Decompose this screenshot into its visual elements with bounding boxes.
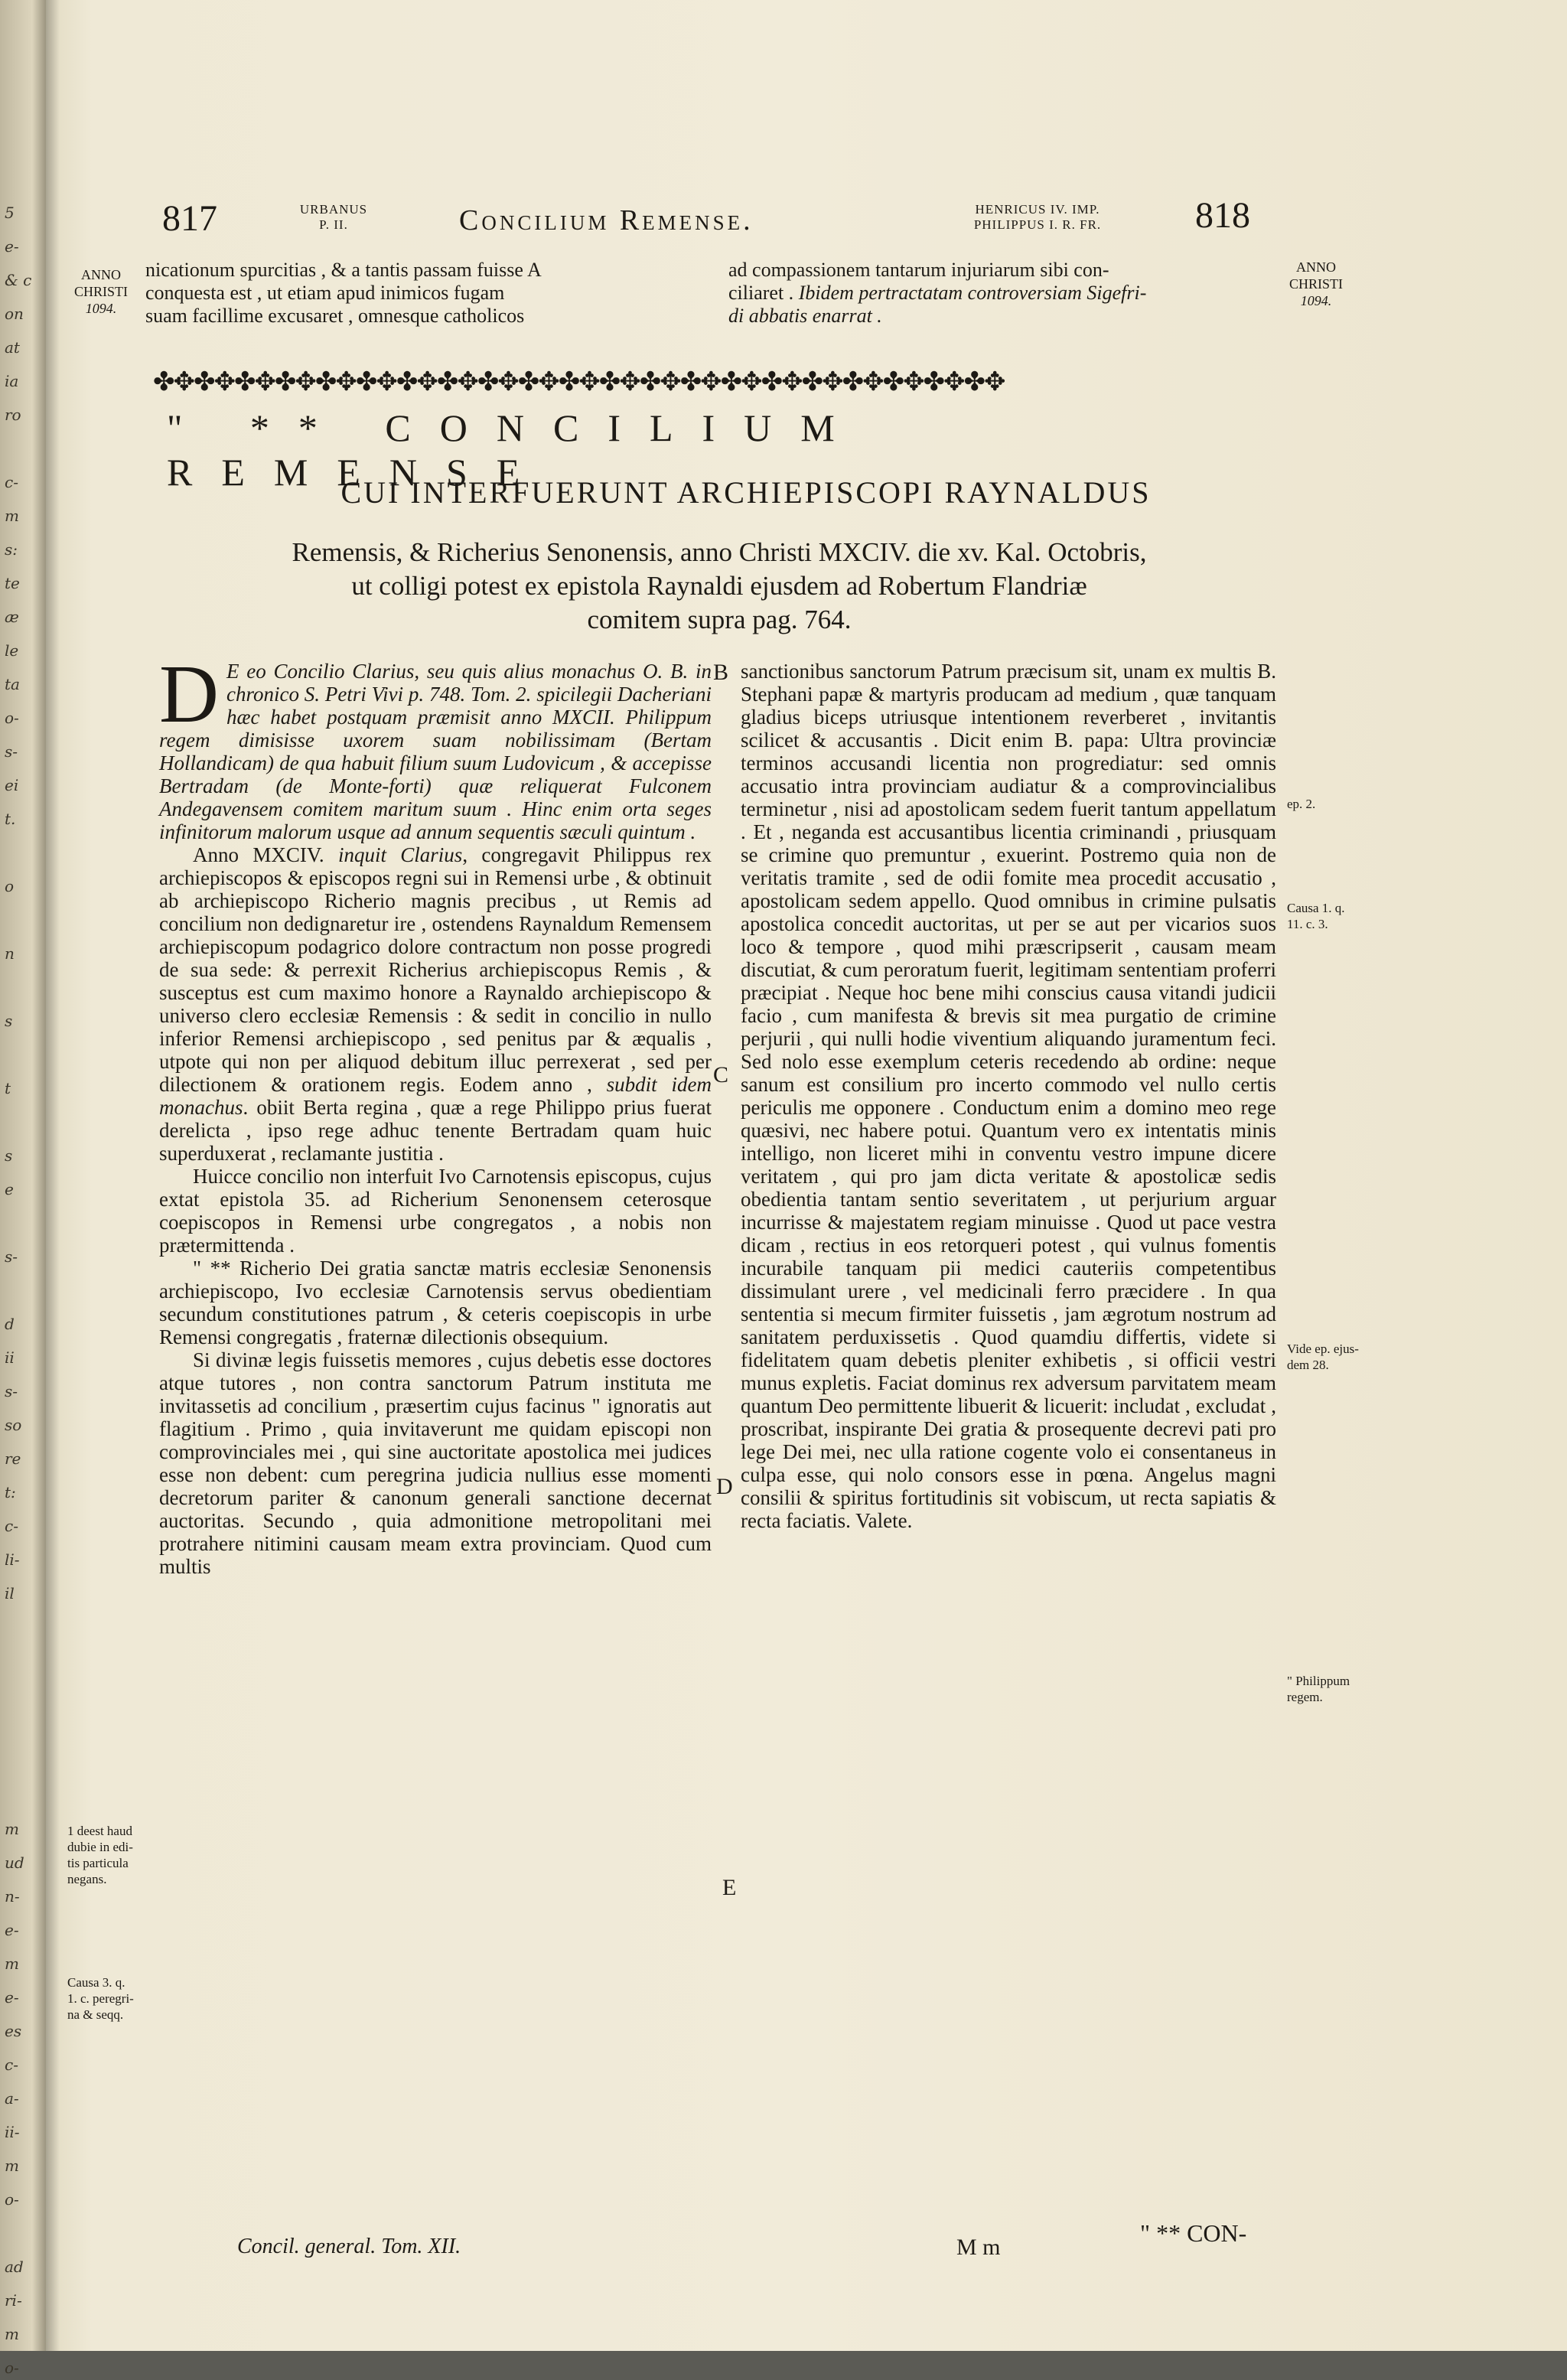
prev-page-fragment: le xyxy=(5,641,19,660)
header-right-small xyxy=(938,202,1137,233)
carryover-left xyxy=(145,259,712,328)
section-letter-d: D xyxy=(716,1474,733,1499)
header-left-line1: URBANUS xyxy=(299,202,368,217)
philippum-1: " Philippum xyxy=(1287,1674,1350,1688)
drop-cap: D xyxy=(159,649,219,740)
main-title: " ** CONCILIUM REMENSE xyxy=(167,406,864,494)
prev-page-fragment: m xyxy=(5,1955,19,1973)
paragraph-letter-body: Si divinæ legis fuissetis memores , cujus debetis esse doctores atque tutores , non contra sanctorum Patrum instituta me invitassetis ad concilium , præsertim cujus facinus " ignoratis aut flagitium . Primo , quia invitaverunt me quidam episcopi non comprovinciales mei , qui sine auctoritate apostolica mei judices esse non debent: cum peregrina judicia nullius esse momenti decretorum pariter & canonum generali sanctione decernat auctoritas. Secundo , quia admonitione metropolitani mei protrahere nitimini causam meam extra provinciam. Quod cum multis xyxy=(159,1348,712,1578)
prev-page-fragment: ad xyxy=(5,2258,24,2276)
carry-right-line2: ciliaret . xyxy=(728,282,794,304)
prev-page-fragment: c- xyxy=(5,2056,18,2074)
anno-margin-left xyxy=(57,266,145,317)
margin-note-causa-right xyxy=(1287,900,1379,932)
prev-page-fragment: n- xyxy=(5,1887,20,1906)
page-number-right: 818 xyxy=(1195,195,1250,236)
prev-page-fragment: te xyxy=(5,574,20,592)
section-letter-a: A xyxy=(527,259,542,281)
prev-page-fragment: re xyxy=(5,1449,21,1468)
prev-page-fragment: ud xyxy=(5,1853,24,1872)
carry-right-line2-italic: Ibidem pertractatam controversiam Sigefri- xyxy=(798,282,1147,304)
paragraph-huicce: Huicce concilio non interfuit Ivo Carnotensis episcopus, cujus extat epistola 35. ad Richerium Senonensem ceterosque coepiscopos in Remensi urbe congregatos , a nobis non prætermittenda . xyxy=(159,1165,712,1257)
prev-page-fragment: & c xyxy=(5,271,32,289)
causa-left-2: 1. c. peregri- xyxy=(67,1991,134,2006)
prev-page-fragment: o xyxy=(5,877,15,895)
prev-page-fragment: s- xyxy=(5,1382,18,1400)
prev-page-fragment: s xyxy=(5,1146,13,1165)
prev-page-fragment: æ xyxy=(5,608,19,626)
causa-right-2: 11. c. 3. xyxy=(1287,917,1328,931)
decorative-ornament-band xyxy=(153,366,1272,398)
prev-page-fragment: e- xyxy=(5,1988,19,2007)
p2-b: , congregavit Philippus rex archiepiscopos & episcopos regni sui in Remensi urbe , & obtinuit ab archiepiscopo Richerio magnis precibus , ut Remis ad concilium non dedignaretur ire , ostendens Raynaldum Remensem archiepiscopum podagrico dolore contractum non posse progredi de sua sede: & perrexit Richerius archiepiscopus Remis , & susceptus est cum maximo honore a Raynaldo archiepiscopo & universo clero ecclesiæ Remensis : & sedit in concilio in nullo inferior Remensi archiepiscopo , sed penitus par & æqualis , utpote qui non per aliquod debitum illuc perrexerat , sed per dilectionem & orationem regis. Eodem anno , xyxy=(159,843,712,1096)
margin-note-philippum xyxy=(1287,1673,1394,1705)
header-right-line1: HENRICUS IV. IMP. xyxy=(975,202,1100,217)
paragraph-anno xyxy=(159,843,712,1165)
sub-title: CUI INTERFUERUNT ARCHIEPISCOPI RAYNALDUS xyxy=(340,475,1152,510)
carry-right-line3: di abbatis enarrat . xyxy=(728,305,882,327)
prev-page-fragment: ii- xyxy=(5,2123,20,2141)
section-letter-e: E xyxy=(722,1875,737,1900)
previous-page-edge xyxy=(0,0,46,2377)
header-left-small xyxy=(288,202,380,233)
anno-margin-right xyxy=(1270,259,1362,309)
carry-left-line1: nicationum spurcitias , & a tantis passam fuisse xyxy=(145,259,523,281)
margin-note-ep: ep. 2. xyxy=(1287,797,1316,811)
anno-left-1: ANNO xyxy=(81,267,121,282)
deest-4: negans. xyxy=(67,1872,107,1886)
prev-page-fragment: ro xyxy=(5,406,21,424)
footer-volume: Concil. general. Tom. XII. xyxy=(237,2235,461,2258)
prev-page-fragment: e- xyxy=(5,1921,19,1939)
prev-page-fragment: il xyxy=(5,1584,15,1602)
prev-page-fragment: es xyxy=(5,2022,22,2040)
intro-italic-text: E eo Concilio Clarius, seu quis alius monachus O. B. in chronico S. Petri Vivi p. 748. Tom. 2. spicilegii Dacheriani hæc habet postquam præmisit anno MXCII. Philippum regem dimisisse uxorem suam nobilissimam (Bertam Hollandicam) de qua habuit filium suum Ludovicum , & accepisse Bertradam (de Monte-forti) quæ reliquerat Fulconem Andegavensem comitem maritum suum . Hinc enim orta seges infinitorum malorum usque ad annum sequentis sæculi quintum . xyxy=(159,660,712,843)
p2-it: inquit Clarius xyxy=(324,843,463,866)
prev-page-fragment: ii xyxy=(5,1348,15,1367)
carry-left-line3: suam facillime excusaret , omnesque catholicos xyxy=(145,305,525,327)
footer-catchword: " ** CON- xyxy=(1140,2219,1247,2247)
running-header xyxy=(0,197,1567,251)
prev-page-fragment: d xyxy=(5,1315,15,1333)
prev-page-fragment: c- xyxy=(5,473,18,491)
prev-page-fragment: on xyxy=(5,305,24,323)
anno-left-3: 1094. xyxy=(85,301,117,316)
anno-right-1: ANNO xyxy=(1296,259,1336,275)
vide-1: Vide ep. ejus- xyxy=(1287,1342,1359,1356)
prev-page-fragment: ri- xyxy=(5,2291,22,2310)
left-column xyxy=(159,649,712,1578)
prev-page-fragment: t. xyxy=(5,810,16,828)
margin-note-causa-left xyxy=(67,1974,158,2023)
anno-right-2: CHRISTI xyxy=(1288,276,1343,292)
deest-1: 1 deest haud xyxy=(67,1824,132,1838)
prev-page-fragment: ia xyxy=(5,372,19,390)
deest-3: tis particula xyxy=(67,1856,129,1870)
prev-page-fragment: so xyxy=(5,1416,22,1434)
intro-paragraph xyxy=(159,649,712,843)
prev-page-fragment: ta xyxy=(5,675,20,693)
paragraph-letter-greeting: " ** Richerio Dei gratia sanctæ matris ecclesiæ Senonensis archiepiscopo, Ivo ecclesiæ Carnotensis servus obedientiam secundum constitutiones patrum , & ceteris coepiscopis in urbe Remensi congregatis , fraternæ dilectionis obsequium. xyxy=(159,1257,712,1348)
prev-page-fragment: 5 xyxy=(5,204,15,222)
vide-2: dem 28. xyxy=(1287,1358,1329,1372)
gutter-shadow xyxy=(46,0,60,2351)
running-title: Concilium Remense. xyxy=(459,204,754,236)
anno-left-2: CHRISTI xyxy=(73,284,128,299)
header-left-line2: P. II. xyxy=(319,217,348,232)
prev-page-fragment: t xyxy=(5,1079,11,1097)
deest-2: dubie in edi- xyxy=(67,1840,133,1854)
causa-left-1: Causa 3. q. xyxy=(67,1975,125,1990)
prev-page-fragment: n xyxy=(5,944,15,963)
prev-page-fragment: m xyxy=(5,2325,19,2343)
anno-right-3: 1094. xyxy=(1300,293,1332,308)
prev-page-fragment: ei xyxy=(5,776,19,794)
carry-right-line1: ad compassionem tantarum injuriarum sibi con- xyxy=(728,259,1109,281)
causa-left-3: na & seqq. xyxy=(67,2007,124,2022)
prev-page-fragment: o- xyxy=(5,2359,19,2377)
section-letter-c: C xyxy=(713,1062,729,1087)
prev-page-fragment: s xyxy=(5,1012,13,1030)
right-column xyxy=(741,660,1276,1532)
prev-page-fragment: s- xyxy=(5,1247,18,1266)
prev-page-fragment: o- xyxy=(5,2190,19,2209)
prev-page-fragment: s- xyxy=(5,742,18,761)
philippum-2: regem. xyxy=(1287,1690,1323,1704)
page-number-left: 817 xyxy=(162,198,217,239)
prev-page-fragment: m xyxy=(5,507,19,525)
margin-note-deest xyxy=(67,1823,158,1887)
p2-c: . obiit Berta regina , quæ a rege Philippo prius fuerat derelicta , ipso rege adhuc tenente Bertradam quam huic superduxerat , reclamante justitia . xyxy=(159,1096,712,1165)
desc-line3: comitem supra pag. 764. xyxy=(587,605,852,634)
prev-page-fragment: o- xyxy=(5,709,19,727)
prev-page-fragment: e xyxy=(5,1180,14,1198)
prev-page-fragment: a- xyxy=(5,2089,19,2108)
prev-page-fragment: li- xyxy=(5,1550,20,1569)
prev-page-fragment: e- xyxy=(5,237,19,256)
prev-page-fragment: c- xyxy=(5,1517,18,1535)
carryover-right xyxy=(728,259,1272,328)
prev-page-fragment: at xyxy=(5,338,20,357)
prev-page-fragment: s: xyxy=(5,540,18,559)
footer-signature: M m xyxy=(956,2235,1001,2260)
desc-line1: Remensis, & Richerius Senonensis, anno Christi MXCIV. die xv. Kal. Octobris, xyxy=(292,537,1147,567)
right-column-text: sanctionibus sanctorum Patrum præcisum sit, unam ex multis B. Stephani papæ & martyris producam ad medium , quæ tanquam gladius biceps utriusque intentionem reverberet , invitantis scilicet & accusantis . Dicit enim B. papa: Ultra provinciæ terminos accusandi licentia non progrediatur: sed omnis accusatio intra provinciam audiatur & a comprovincialibus terminetur , nisi ad apostolicam sedem fuerit tantum appellatum . Et , neganda est accusantibus licentia criminandi , priusquam se crimine quo premuntur , exuerint. Postremo quia non de veritatis tramite , sed de odii fomite mea procedit accusatio , apostolicam sedem appello. Quod omnibus in crimine pulsatis apostolica concedit auctoritas, ut per se aut per vicarios suos loco & tempore , quod mihi præscripserit , causam meam discutiat, & cum peroratum fuerit, legitimam sententiam proferri præcipiat . Neque hoc bene mihi conscius causa vitandi judicii facio , cum manifesta & brevis sit mea purgatio de crimine perjurii , qui nulli hodie viventium aliquando juramentum feci. Sed nolo esse exemplum ceteris recedendo ab ordine: neque sanum est consilium pro incerto commodo vel nullo certis periculis me opponere . Conductum enim a domino meo rege quæsivi, nec habere potui. Quantum vero ex intentatis minis intelligo, non liceret mihi in conventu vestro impune dicere veritatem , qui pro jam dicta veritate & apostolicæ sedis obedientia tantam sentio severitatem , ut perjurium arguar incurrisse & majestatem regiam minuisse . Quod ut pace vestra dicam , rectius in eos retorqueri potest , qui vulnus fomentis incurabile tanquam pii medici cauteriis competentibus dissimulant urere , vel medicinali ferro præcidere . In qua sententia si mecum firmiter fuissetis , jam ægrotum nostrum ad sanitatem perduxissetis . Quod quamdiu differtis, videte si fidelitatem quam debetis pleniter exhibetis , si officii vestri munus expletis. Faciat dominus rex adversum parvitatem meam quantum Deo permittente libuerit & licuerit: includat , excludat , proscribat, inspirante Dei gratia & prosequente decrevi pati pro lege Dei mei, nec ulla ratione cogente volo ei consentaneus in culpa esse, qui nolo consors esse in pœna. Angelus magni consilii & spiritus fortitudinis sit vobiscum, ut recta sapiatis & recta faciatis. Valete. xyxy=(741,660,1276,1532)
section-letter-b: B xyxy=(713,660,729,685)
title-description xyxy=(184,536,1255,637)
header-right-line2: PHILIPPUS I. R. FR. xyxy=(973,217,1102,232)
margin-note-vide xyxy=(1287,1341,1394,1373)
causa-right-1: Causa 1. q. xyxy=(1287,901,1345,915)
ornament-glyphs: ✤✥✤✥✤✥✤✥✤✥✤✥✤✥✤✥✤✥✤✥✤✥✤✥✤✥✤✥✤✥✤✥✤✥✤✥✤✥✤✥✤✥ xyxy=(153,367,1005,397)
prev-page-fragment: m xyxy=(5,1820,19,1838)
carry-left-line2: conquesta est , ut etiam apud inimicos fugam xyxy=(145,282,505,304)
p2-a: Anno MXCIV. xyxy=(193,843,324,866)
prev-page-fragment: m xyxy=(5,2157,19,2175)
prev-page-fragment: t: xyxy=(5,1483,16,1501)
p2-it2: subdit idem monachus xyxy=(159,1073,712,1119)
desc-line2: ut colligi potest ex epistola Raynaldi ejusdem ad Robertum Flandriæ xyxy=(351,571,1087,601)
